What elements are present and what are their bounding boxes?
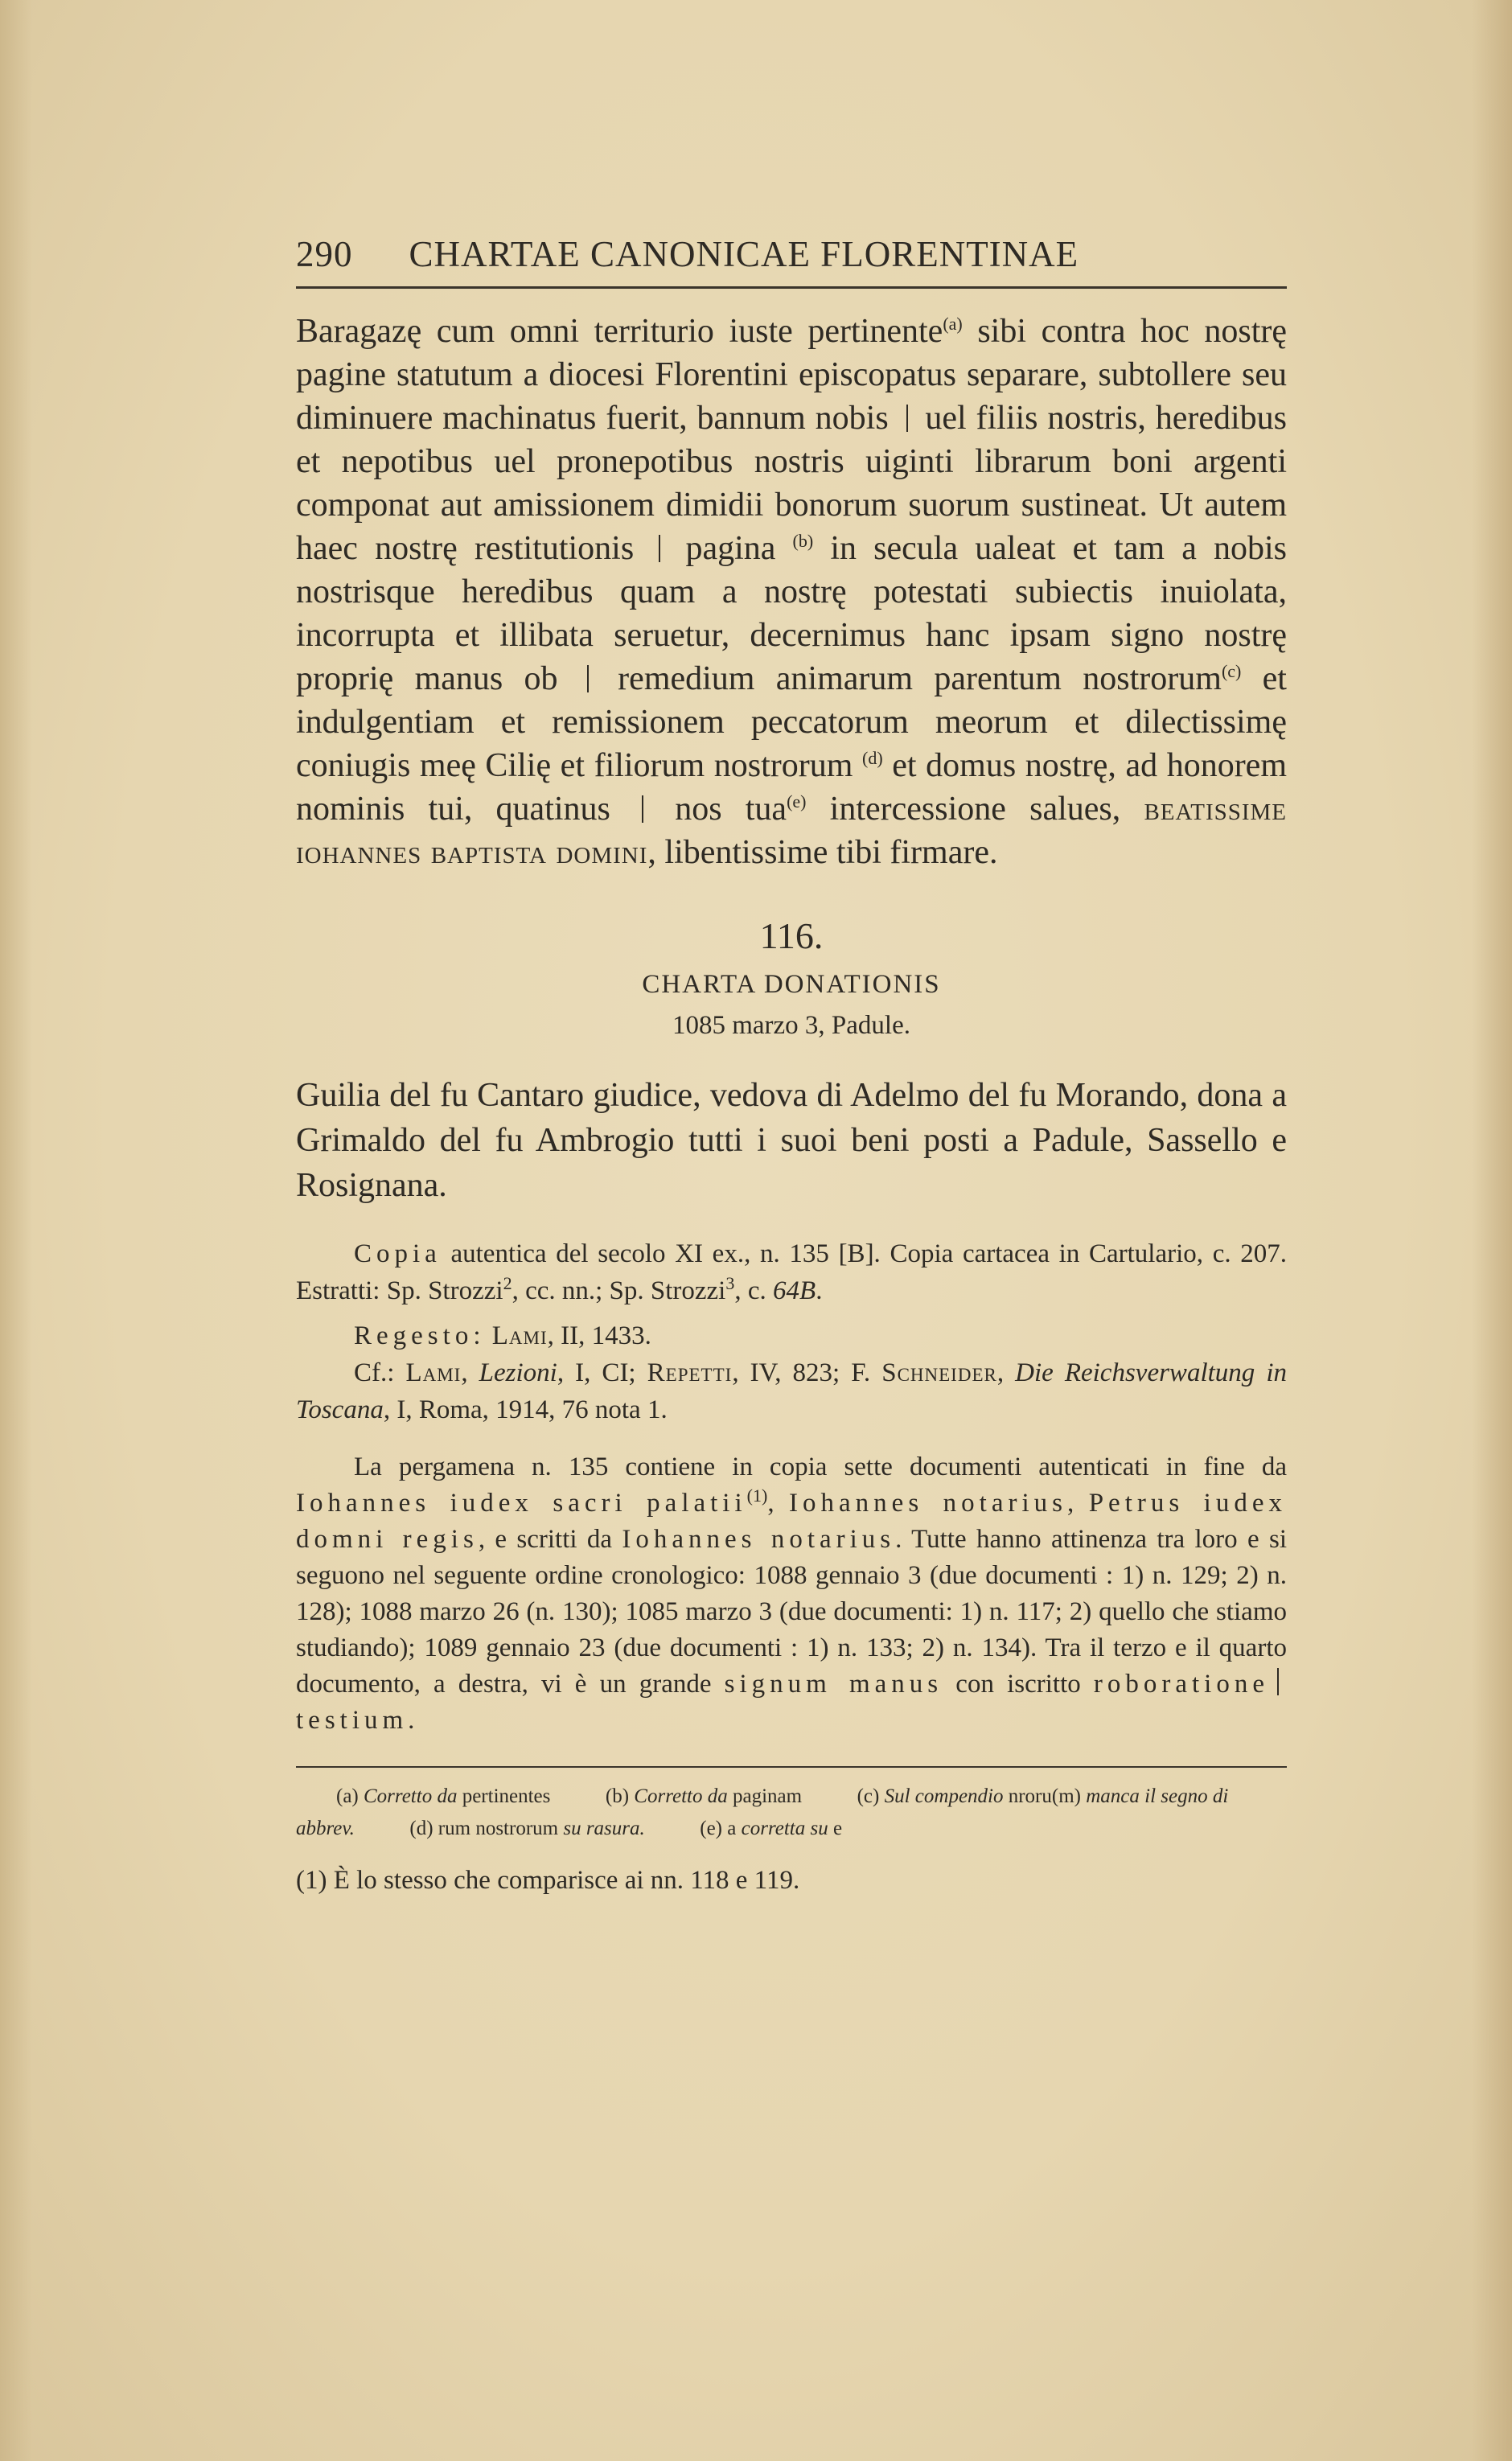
superscript: 3 — [725, 1273, 735, 1293]
running-header — [296, 233, 1287, 275]
footnote-marker-b: (b) — [792, 531, 814, 551]
text-segment: sibi contra hoc nostrę pagine statutum a diocesi Florentini episcopatus separare, subtollere seu diminuere machinatus fuerit, bannum nobis — [296, 313, 1288, 437]
page-number: 290 — [296, 234, 353, 274]
text-segment: , e scritti da — [478, 1525, 622, 1554]
footnote-label: (a) — [336, 1785, 364, 1807]
footnote-marker-1: (1) — [746, 1485, 768, 1506]
text-segment: La pergamena n. 135 contiene in copia sette documenti autenticati in fine da — [354, 1452, 1287, 1481]
spaced-term: testium — [296, 1706, 409, 1735]
footnote-text: rum nostrorum — [438, 1818, 564, 1839]
footnote-italic: corretta su — [741, 1818, 828, 1839]
numbered-footnote-1: (1) È lo stesso che comparisce ai nn. 118 e 119. — [296, 1866, 800, 1895]
footnote-marker-d: (d) — [862, 748, 883, 768]
footnote-d — [409, 1818, 644, 1839]
footnote-italic: Corretto da — [364, 1785, 458, 1807]
text-segment: , — [767, 1489, 790, 1518]
critical-apparatus — [296, 1781, 1287, 1845]
text-segment: con iscritto — [943, 1670, 1094, 1699]
page-edge-right — [1472, 0, 1512, 2461]
superscript: 2 — [503, 1273, 512, 1293]
document-date: 1085 marzo 3, Padule. — [672, 1011, 911, 1040]
text-segment: . — [816, 1276, 823, 1305]
manuscript-tradition: Copia autentica del secolo XI ex., n. 135 [B]. Copia cartacea in Cartulario, c. 207. Estratti: Sp. Strozzi$^2$, cc. nn.; Sp. Strozzi$^3$, c. 64B. Regesto: Lami, II, 1433. Cf.: Lami, Lezioni, I, CI; Repetti, IV, 823; F. Schneider, Die Reichsverwaltung in Toscana, I, Roma, 1914, 76 nota 1. — [296, 1239, 1287, 1424]
page-edge-left — [0, 0, 32, 2461]
line-break-mark — [587, 665, 589, 692]
spaced-term: Iohannes notarius — [789, 1489, 1067, 1518]
footnote-text: pertinentes — [457, 1785, 551, 1807]
footnote-marker-a: (a) — [943, 314, 963, 334]
footnote-text: a — [727, 1818, 742, 1839]
text-segment: et indulgentiam et remissionem peccatorum meorum et dilectissimę coniugis meę Cilię et filiorum nostrorum — [296, 660, 1287, 784]
work-title: Die Reichsverwaltung in Toscana — [296, 1358, 1287, 1424]
spaced-term: Petrus iudex domni regis — [296, 1489, 1287, 1554]
footnote-label: (b) — [605, 1785, 635, 1807]
spaced-term: Iohannes iudex sacri palatii — [296, 1489, 747, 1518]
footnote-label: (d) — [409, 1818, 438, 1839]
spaced-term: Iohannes notarius — [622, 1525, 896, 1554]
footnote-text: e — [828, 1818, 843, 1839]
footnote-text: nroru(m) — [1003, 1785, 1087, 1807]
footnote-e — [700, 1818, 842, 1839]
text-segment: , — [1066, 1489, 1089, 1518]
small-caps-invocation: beatissime iohannes baptista domini — [296, 791, 1288, 871]
footnote-b — [606, 1785, 802, 1807]
footnote-text: paginam — [727, 1785, 803, 1807]
text-segment: . Tutte hanno attinenza tra loro e si seguono nel seguente ordine cronologico: 1088 gennaio 3 (due documenti : 1) n. 129; 2) n. 128); 1088 marzo 26 (n. 130); 1085 marzo 3 (due documenti: 1) n. 117; 2) quello che stiamo studiando); 1089 gennaio 23 (due documenti : 1) n. 133; 2) n. 134). Tra il terzo e il quarto documento, a destra, vi è un grande — [296, 1525, 1287, 1699]
text-segment: , I, Roma, 1914, 76 nota 1. — [383, 1395, 668, 1424]
text-segment: autentica del secolo XI ex., n. 135 [B]. Copia cartacea in Cartulario, c. 207. Estratti: Sp. Strozzi — [296, 1239, 1287, 1305]
footnote-italic: Corretto da — [634, 1785, 728, 1807]
text-segment: in secula ualeat et tam a nobis nostrisque heredibus quam a nostrę potestati subiectis inuiolata, incorrupta et illibata seruetur, decernimus hanc ipsam signo nostrę proprię manus ob — [296, 530, 1287, 697]
author-name: Lami — [405, 1358, 462, 1387]
footnote-marker-c: (c) — [1221, 661, 1242, 681]
author-name: Schneider — [881, 1358, 997, 1387]
spaced-term: signum manus — [724, 1670, 943, 1699]
text-segment: nos tua — [651, 791, 787, 828]
spaced-term: Copia — [354, 1239, 442, 1268]
text-segment: intercessione salues, — [806, 791, 1144, 828]
text-segment: uel filiis nostris, heredibus et nepotibus uel pronepotibus nostris uiginti librarum boni argenti componat aut amissionem dimidii bonorum suorum sustineat. Ut autem haec nostrę restitutionis — [296, 400, 1287, 567]
footnote-label: (e) — [700, 1818, 728, 1839]
text-segment: remedium animarum parentum nostrorum — [596, 660, 1222, 697]
continuation-text — [296, 310, 1287, 874]
text-segment: , cc. nn.; Sp. Strozzi — [512, 1276, 726, 1305]
commentary — [296, 1449, 1287, 1739]
line-break-mark — [642, 795, 643, 823]
text-segment: , c. — [734, 1276, 774, 1305]
page-content — [296, 233, 1287, 1896]
document-number: 116. — [759, 915, 824, 956]
text-segment: et domus nostrę, ad honorem nominis tui, quatinus — [296, 747, 1287, 828]
text-segment: 64B — [773, 1276, 816, 1305]
line-break-mark — [906, 405, 908, 432]
author-name: Lami — [491, 1321, 548, 1350]
spaced-term: roboratione — [1093, 1670, 1269, 1699]
footnote-italic: manca il segno di abbrev. — [296, 1785, 1229, 1839]
running-title: CHARTAE CANONICAE FLORENTINAE — [409, 234, 1079, 274]
text-segment: , — [996, 1358, 1016, 1387]
header-rule — [296, 286, 1287, 289]
text-segment: Cf.: — [354, 1358, 406, 1387]
text-segment: Baragazę cum omni territurio iuste pertinente — [296, 313, 943, 350]
document-summary: Guilia del fu Cantaro giudice, vedova di Adelmo del fu Morando, dona a Grimaldo del fu Ambrogio tutti i suoi beni posti a Padule, Sassello e Rosignana. — [296, 1077, 1287, 1204]
work-title: Lezioni — [479, 1358, 557, 1387]
footnote-label: (c) — [857, 1785, 885, 1807]
text-segment: , II, 1433. — [547, 1321, 651, 1350]
line-break-mark — [1277, 1668, 1279, 1695]
document-type: CHARTA DONATIONIS — [642, 970, 941, 999]
text-segment: . — [408, 1706, 415, 1735]
footnote-italic: su rasura. — [563, 1818, 645, 1839]
footnote-italic: Sul compendio — [884, 1785, 1004, 1807]
footnote-rule — [296, 1766, 1287, 1768]
footnote-a — [336, 1785, 550, 1807]
line-break-mark — [659, 535, 660, 562]
text-segment: , I, CI; — [557, 1358, 647, 1387]
author-name: Repetti — [647, 1358, 733, 1387]
text-segment: , libentissime tibi firmare. — [647, 834, 998, 871]
text-segment: , IV, 823; F. — [732, 1358, 882, 1387]
spaced-term: Regesto: — [354, 1321, 486, 1350]
text-segment: pagina — [668, 530, 793, 567]
footnote-marker-e: (e) — [787, 791, 807, 811]
